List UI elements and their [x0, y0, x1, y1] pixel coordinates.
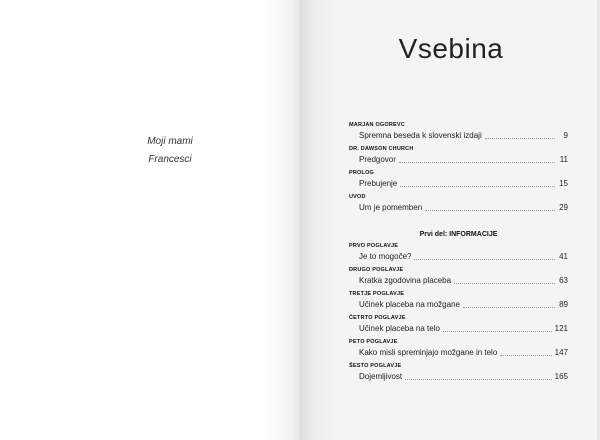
entry-page-number: 29	[559, 203, 568, 212]
chapter-label: PRVO POGLAVJE	[349, 243, 399, 249]
toc-title: Vsebina	[398, 33, 504, 64]
toc-entry	[349, 146, 568, 165]
toc-entry	[349, 363, 568, 382]
toc-line	[359, 346, 568, 358]
dot-leader	[443, 331, 552, 332]
toc-line	[359, 274, 568, 286]
part-title: Prvi del: INFORMACIJE	[419, 231, 498, 238]
chapter-page-number: 89	[559, 300, 568, 309]
chapter-label: ŠESTO POGLAVJE	[349, 363, 402, 369]
entry-section-label: PROLOG	[349, 170, 375, 176]
toc-entry	[349, 122, 568, 141]
chapter-title: Dojemljivost	[359, 372, 403, 381]
entry-page-number: 15	[559, 179, 568, 188]
toc-line	[359, 370, 568, 382]
toc-entry	[349, 291, 568, 310]
dot-leader	[425, 210, 555, 211]
chapter-label: ČETRTO POGLAVJE	[349, 315, 406, 321]
toc-entry	[349, 194, 568, 213]
dot-leader	[463, 307, 555, 308]
entry-title: Spremna beseda k slovenski izdaji	[359, 131, 482, 140]
dot-leader	[500, 355, 551, 356]
table-of-contents	[349, 122, 568, 382]
chapter-page-number: 121	[554, 324, 568, 333]
dedication-line: Francesci	[148, 154, 192, 165]
toc-line	[359, 298, 568, 310]
entry-author-label: MARJAN OGOREVC	[349, 122, 405, 128]
chapter-page-number: 63	[559, 276, 568, 285]
entry-title: Um je pomemben	[359, 203, 423, 212]
entry-author-label: DR. DAWSON CHURCH	[349, 146, 414, 152]
dot-leader	[399, 162, 555, 163]
chapter-label: TRETJE POGLAVJE	[349, 291, 405, 297]
toc-entry	[349, 170, 568, 189]
toc-line	[359, 153, 568, 165]
toc-entry	[349, 243, 568, 262]
entry-section-label: UVOD	[349, 194, 366, 200]
dot-leader	[400, 186, 555, 187]
entry-page-number: 9	[563, 131, 568, 140]
entry-title: Prebujenje	[359, 179, 398, 188]
entry-title: Predgovor	[359, 155, 396, 164]
toc-line	[359, 201, 568, 213]
chapter-label: DRUGO POGLAVJE	[349, 267, 404, 273]
dot-leader	[454, 283, 555, 284]
toc-entry	[349, 267, 568, 286]
chapter-title: Kako misli spreminjajo možgane in telo	[359, 348, 498, 357]
dot-leader	[485, 138, 555, 139]
dot-leader	[405, 379, 552, 380]
toc-entry	[349, 339, 568, 358]
dedication-line: Moji mami	[147, 136, 193, 147]
chapter-title: Učinek placeba na telo	[359, 324, 440, 333]
dedication	[110, 133, 230, 169]
chapter-page-number: 165	[554, 372, 568, 381]
chapter-title: Je to mogoče?	[359, 252, 412, 261]
toc-line	[359, 129, 568, 141]
chapter-label: PETO POGLAVJE	[349, 339, 398, 345]
chapter-page-number: 41	[559, 252, 568, 261]
toc-line	[359, 322, 568, 334]
chapter-title: Učinek placeba na možgane	[359, 300, 460, 309]
toc-entry	[349, 315, 568, 334]
entry-page-number: 11	[559, 155, 568, 164]
chapter-page-number: 147	[554, 348, 568, 357]
toc-line	[359, 177, 568, 189]
chapter-title: Kratka zgodovina placeba	[359, 276, 452, 285]
toc-line	[359, 250, 568, 262]
dot-leader	[414, 259, 555, 260]
